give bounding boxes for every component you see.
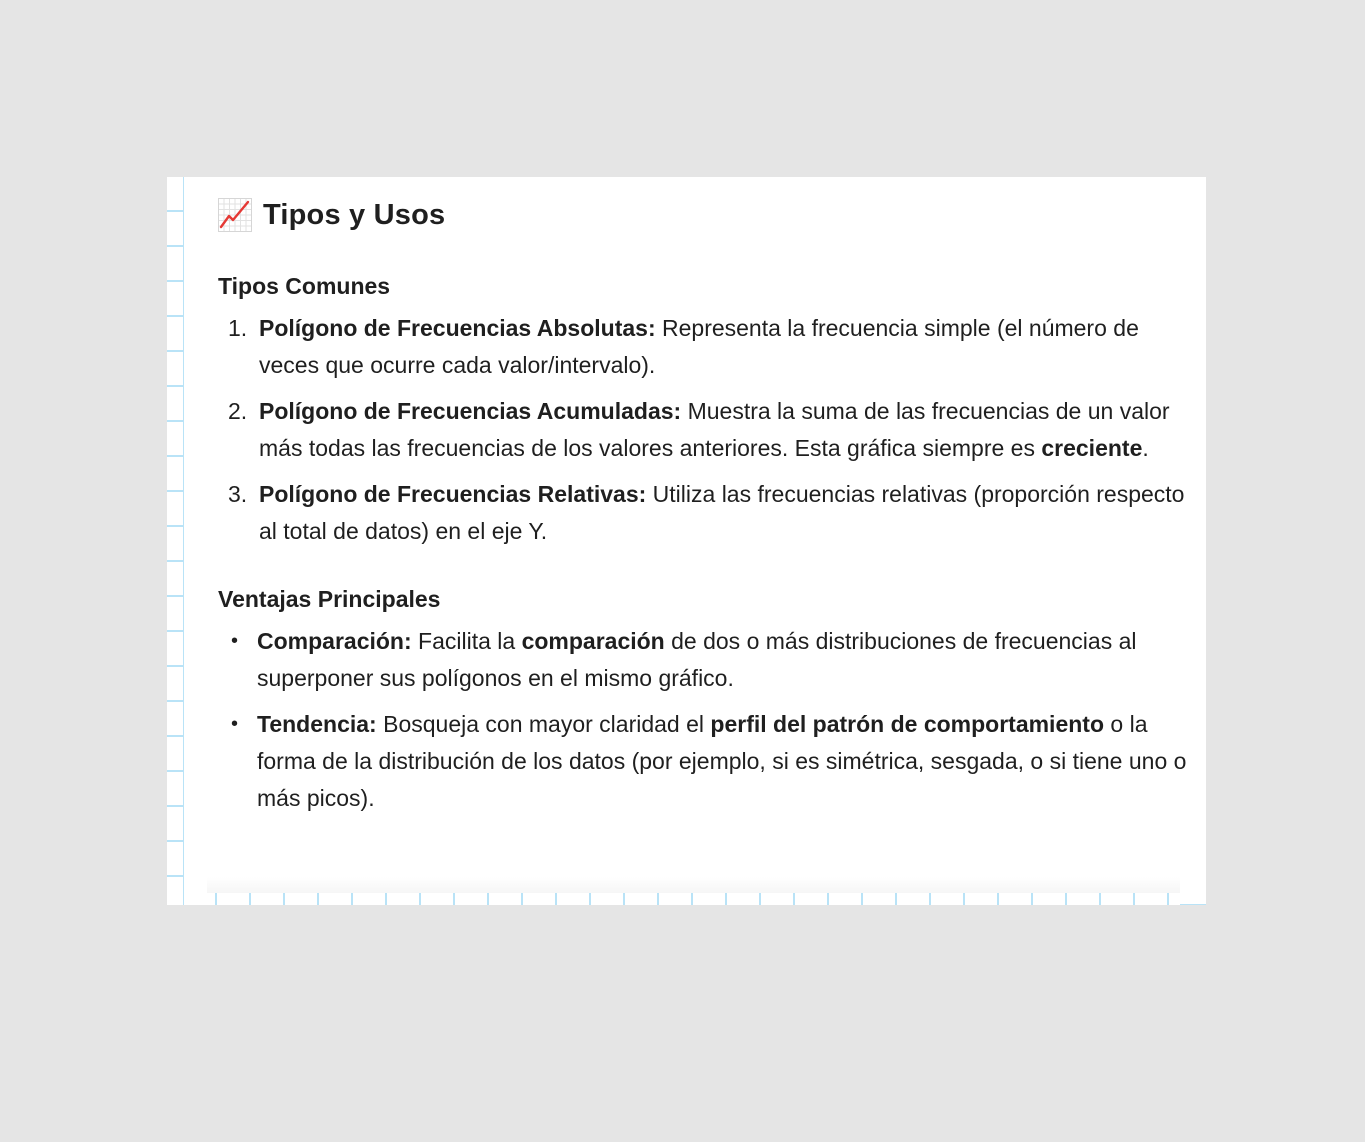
list-item	[218, 706, 1188, 817]
item-emphasis: perfil del patrón de comportamiento	[710, 711, 1105, 737]
chart-increasing-icon	[218, 198, 252, 232]
ruler-left	[167, 177, 184, 905]
item-term: Polígono de Frecuencias Acumuladas:	[259, 398, 682, 424]
list-item	[218, 623, 1188, 697]
item-description-end: o la forma de la distribución de los datos (por ejemplo, si es simétrica, sesgada, o si tiene uno o más picos).	[257, 711, 1187, 811]
item-term: Polígono de Frecuencias Absolutas:	[259, 315, 656, 341]
list-item	[218, 393, 1188, 467]
item-term: Polígono de Frecuencias Relativas:	[259, 481, 647, 507]
content-card	[167, 177, 1206, 905]
list-item	[218, 310, 1188, 384]
item-term: Comparación:	[257, 628, 412, 654]
list-number: 1.	[228, 315, 248, 341]
item-emphasis: comparación	[521, 628, 665, 654]
list-number: 2.	[228, 398, 248, 424]
item-description: Bosqueja con mayor claridad el	[376, 711, 711, 737]
ventajas-heading: Ventajas Principales	[218, 586, 441, 612]
item-description-end: .	[1142, 435, 1149, 461]
item-description: Representa la frecuencia simple (el número de veces que ocurre cada valor/intervalo).	[259, 315, 1139, 378]
tipos-heading: Tipos Comunes	[218, 273, 391, 299]
section-title	[218, 195, 1188, 235]
item-term: Tendencia:	[257, 711, 377, 737]
ventajas-list	[218, 623, 1188, 817]
item-emphasis: creciente	[1041, 435, 1143, 461]
item-description-end: de dos o más distribuciones de frecuencias al superponer sus polígonos en el mismo gráfico.	[257, 628, 1137, 691]
section-title-text: Tipos y Usos	[263, 199, 446, 231]
ruler-corner	[1180, 900, 1206, 905]
document-content	[218, 195, 1188, 817]
list-item	[218, 476, 1188, 550]
list-number: 3.	[228, 481, 248, 507]
item-description: Facilita la	[411, 628, 522, 654]
item-description: Utiliza las frecuencias relativas (proporción respecto al total de datos) en el eje Y.	[259, 481, 1185, 544]
bottom-fade	[207, 877, 1180, 893]
ruler-bottom	[183, 893, 1180, 905]
bullet-marker: •	[231, 713, 239, 735]
tipos-list	[218, 310, 1188, 550]
item-description: Muestra la suma de las frecuencias de un valor más todas las frecuencias de los valores anteriores. Esta gráfica siempre es	[259, 398, 1170, 461]
bullet-marker: •	[231, 630, 239, 652]
